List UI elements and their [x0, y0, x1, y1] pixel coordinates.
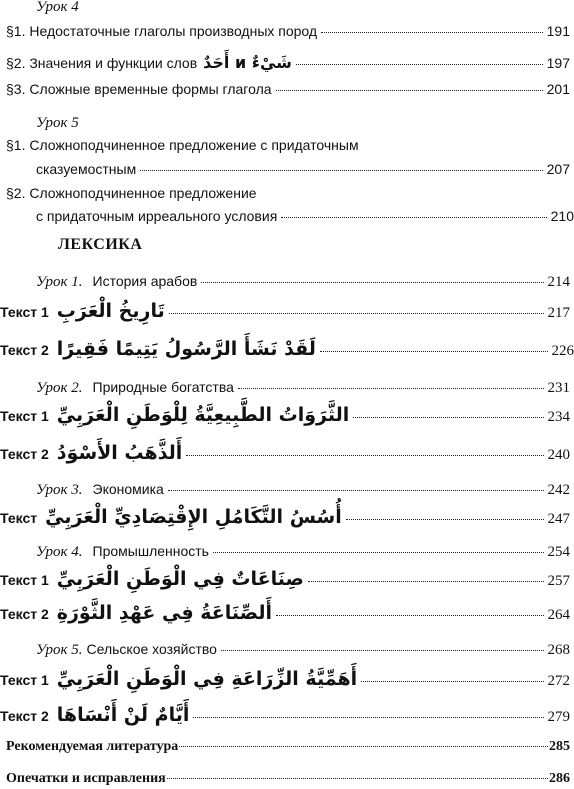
text-entry[interactable] [0, 508, 570, 528]
leader-dots [361, 681, 543, 682]
lesson-entry[interactable] [36, 480, 570, 499]
page-number: 286 [549, 771, 570, 786]
page-number: 217 [547, 305, 570, 321]
text-label: Текст 1 [0, 408, 49, 424]
text-entry[interactable] [0, 444, 570, 464]
text-label: Текст 2 [0, 606, 49, 622]
entry-label: Рекомендуемая литература [6, 739, 179, 754]
toc-entry-errata[interactable] [6, 770, 570, 788]
page-number: 268 [547, 642, 570, 658]
toc-entry[interactable] [36, 160, 570, 178]
entry-label: Опечатки и исправления [6, 771, 166, 786]
lesson-entry[interactable] [36, 542, 570, 561]
leader-dots [320, 351, 548, 352]
text-label: Текст 2 [0, 342, 49, 358]
page-number: 279 [547, 709, 570, 725]
entry-label-continued: сказуемостным [36, 161, 137, 177]
leader-dots [186, 455, 543, 456]
toc-entry-bibliography[interactable] [6, 738, 570, 756]
toc-entry[interactable] [6, 54, 570, 72]
leader-dots [296, 64, 543, 65]
lesson-topic: Экономика [92, 481, 164, 497]
text-label: Текст [0, 510, 38, 526]
text-arabic-title: أَهَمِّيَّةُ الزِّرَاعَةِ فِي الْوَطَنِ الْعَرَبِيِّ [56, 668, 358, 690]
leader-dots [201, 282, 543, 283]
leader-dots [353, 417, 543, 418]
text-arabic-title: لَقَدْ نَشَأَ الرَّسُولُ يَتِيمًا فَقِيرًا [56, 338, 316, 360]
text-entry[interactable] [0, 340, 574, 360]
entry-label: §2. Значения и функции слов [6, 55, 198, 71]
page-number: 226 [551, 343, 574, 359]
text-arabic-title: تَارِيخُ الْعَرَبِ [56, 300, 165, 322]
lesson-4-title: Урок 4 [36, 0, 79, 15]
lesson-topic: Сельское хозяйство [86, 641, 217, 657]
page-number: 254 [547, 544, 570, 560]
text-arabic-title: أَلصِّنَاعَةُ فِي عَهْدِ الثَّوْرَةِ [56, 602, 273, 624]
toc-entry[interactable] [6, 80, 570, 98]
lesson-entry[interactable] [36, 640, 570, 659]
leader-dots [276, 90, 543, 91]
page-number: 201 [546, 81, 570, 97]
entry-label-continued: с придаточным ирреального условия [36, 208, 278, 224]
page-number: 240 [547, 447, 570, 463]
lesson-entry[interactable] [36, 378, 570, 397]
leader-dots [140, 170, 542, 171]
text-entry[interactable] [0, 406, 570, 426]
leader-dots [179, 746, 548, 747]
leader-dots [167, 778, 548, 779]
toc-entry[interactable] [36, 207, 574, 225]
text-entry[interactable] [0, 604, 570, 624]
page-number: 210 [550, 208, 574, 224]
page-number: 285 [549, 739, 570, 754]
leader-dots [281, 217, 546, 218]
lesson-label: Урок 4. [36, 544, 83, 560]
text-arabic-title: أَيَّامٌ لَنْ أَنْسَاهَا [56, 704, 190, 726]
text-arabic-title: أَلذَّهَبُ الأَسْوَدُ [56, 442, 183, 464]
leader-dots [213, 552, 544, 553]
entry-label: §2. Сложноподчиненное предложение [6, 185, 257, 201]
page-number: 247 [547, 511, 570, 527]
lesson-entry[interactable] [36, 272, 570, 291]
entry-label: §1. Сложноподчиненное предложение с придаточным [6, 137, 359, 153]
page-number: 257 [547, 573, 570, 589]
lesson-label: Урок 1. [36, 274, 83, 290]
leader-dots [238, 388, 544, 389]
page-number: 207 [546, 161, 570, 177]
leader-dots [168, 490, 544, 491]
lesson-label: Урок 5. [36, 642, 83, 658]
page-number: 214 [547, 274, 570, 290]
leader-dots [308, 581, 544, 582]
lesson-label: Урок 2. [36, 380, 83, 396]
lesson-topic: Природные богатства [92, 379, 234, 395]
page-number: 272 [547, 673, 570, 689]
text-label: Текст 1 [0, 672, 49, 688]
page-number: 197 [546, 55, 570, 71]
toc-entry-line1[interactable] [6, 136, 359, 154]
leader-dots [321, 32, 543, 33]
entry-label: §1. Недостаточные глаголы производных пород [6, 23, 318, 39]
leader-dots [346, 519, 544, 520]
leader-dots [221, 650, 544, 651]
lesson-5-title: Урок 5 [36, 115, 79, 131]
text-label: Текст 2 [0, 446, 49, 462]
toc-entry[interactable] [6, 22, 570, 40]
text-label: Текст 1 [0, 572, 49, 588]
text-arabic-title: صِنَاعَاتٌ فِي الْوَطَنِ الْعَرَبِيِّ [56, 568, 304, 590]
text-entry[interactable] [0, 302, 570, 322]
lesson-topic: Промышленность [92, 543, 209, 559]
text-entry[interactable] [0, 706, 570, 726]
page-number: 234 [547, 409, 570, 425]
leader-dots [169, 313, 544, 314]
text-entry[interactable] [0, 570, 570, 590]
leader-dots [276, 615, 543, 616]
toc-entry-line1[interactable] [6, 184, 257, 202]
entry-arabic: شَيْءٌ и أَحَدٌ [203, 53, 292, 72]
entry-label: §3. Сложные временные формы глагола [6, 81, 272, 97]
page-number: 242 [547, 482, 570, 498]
text-arabic-title: أُسُسُ التَّكَامُلِ الإِقْتِصَادِيِّ الْعَرَبِيِّ [45, 506, 342, 528]
text-arabic-title: الثَّرَوَاتُ الطَّبِيعِيَّةُ لِلْوَطَنِ الْعَرَبِيِّ [56, 404, 350, 426]
page-number: 264 [547, 607, 570, 623]
lesson-topic: История арабов [92, 273, 198, 289]
page-number: 231 [547, 380, 570, 396]
text-entry[interactable] [0, 670, 570, 690]
text-label: Текст 2 [0, 708, 49, 724]
leader-dots [193, 717, 543, 718]
lesson-label: Урок 3. [36, 482, 83, 498]
section-title: ЛЕКСИКА [58, 236, 143, 253]
page-number: 191 [546, 23, 570, 39]
text-label: Текст 1 [0, 304, 49, 320]
